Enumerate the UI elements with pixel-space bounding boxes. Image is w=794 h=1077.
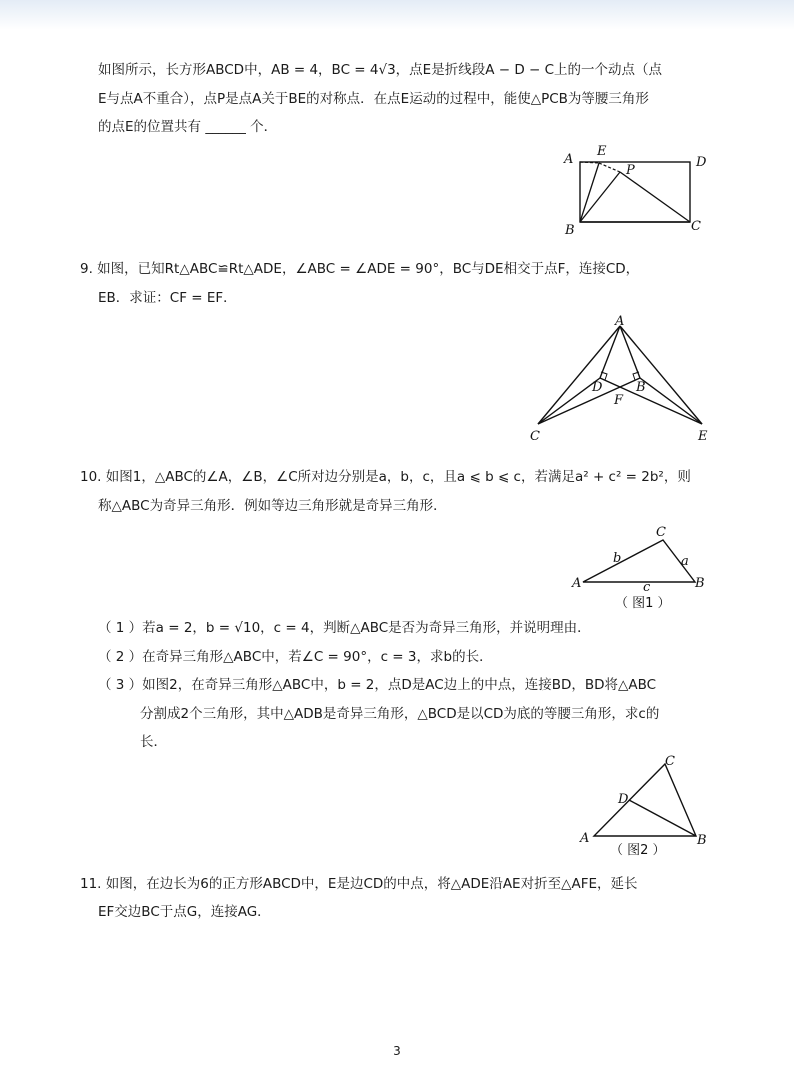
- segment-ae: [620, 326, 702, 424]
- problem-10-figure-2: [570, 748, 720, 863]
- problem-9-triangles-figure: [520, 308, 720, 448]
- segment-ep-dashed: [599, 163, 620, 172]
- problem-10-sub-3-line-2: 分割成2个三角形，其中△ADB是奇异三角形，△BCD是以CD为底的等腰三角形，求c的: [140, 706, 660, 722]
- page-number: 3: [393, 1044, 401, 1058]
- segment-ac: [538, 326, 620, 424]
- triangle-abc: [594, 764, 696, 836]
- problem-8-text-line-1: 如图所示，长方形ABCD中，AB = 4，BC = 4√3，点E是折线段A − D − C上的一个动点（点: [98, 62, 663, 78]
- problem-9-text-line-2: EB．求证：CF = EF．: [98, 290, 237, 306]
- figure-1-caption: （ 图1 ）: [615, 596, 671, 611]
- label-a: A: [580, 831, 590, 846]
- label-p: P: [626, 163, 635, 178]
- figure-2-caption: （ 图2 ）: [610, 843, 666, 858]
- label-a: A: [615, 314, 625, 329]
- label-c-vertex: C: [656, 525, 666, 540]
- label-c: C: [691, 219, 701, 234]
- page-header-band: [0, 0, 794, 30]
- problem-8-text-line-2: E与点A不重合），点P是点A关于BE的对称点．在点E运动的过程中，能使△PCB为等腰三角形: [98, 91, 649, 107]
- problem-11-text-line-2: EF交边BC于点G，连接AG．: [98, 904, 271, 920]
- segment-ab: [620, 326, 640, 378]
- problem-8-rectangle-figure: [555, 140, 725, 240]
- problem-8-text-line-3: 的点E的位置共有 ______ 个．: [98, 119, 278, 135]
- triangle-abc: [583, 540, 695, 582]
- segment-ad: [600, 326, 620, 378]
- label-c: C: [530, 429, 540, 444]
- label-b-vertex: B: [695, 576, 705, 591]
- label-b: B: [697, 833, 707, 848]
- problem-11-text-line-1: 11. 如图，在边长为6的正方形ABCD中，E是边CD的中点，将△ADE沿AE对折至△AFE，延长: [80, 876, 638, 892]
- label-d: D: [618, 792, 629, 807]
- problem-10-sub-3-line-3: 长．: [140, 734, 167, 750]
- segment-bp: [580, 172, 620, 222]
- segment-bd: [629, 800, 696, 836]
- problem-10-text-line-2: 称△ABC为奇异三角形．例如等边三角形就是奇异三角形．: [98, 498, 447, 514]
- label-a: A: [564, 152, 574, 167]
- segment-be: [580, 163, 599, 222]
- label-side-a: a: [681, 554, 689, 569]
- label-d: D: [696, 155, 707, 170]
- label-side-b: b: [613, 551, 622, 566]
- problem-10-sub-2: （ 2 ）在奇异三角形△ABC中，若∠C = 90°，c = 3，求b的长．: [98, 649, 493, 665]
- label-a-vertex: A: [572, 576, 582, 591]
- label-e: E: [698, 429, 708, 444]
- label-b: B: [565, 223, 575, 238]
- label-d: D: [592, 380, 603, 395]
- problem-10-sub-1: （ 1 ）若a = 2，b = √10，c = 4，判断△ABC是否为奇异三角形，并说明理由．: [98, 620, 591, 636]
- label-side-c: c: [643, 580, 651, 595]
- problem-10-sub-3-line-1: （ 3 ）如图2，在奇异三角形△ABC中，b = 2，点D是AC边上的中点，连接BD，BD将△ABC: [98, 677, 657, 693]
- segment-pc: [620, 172, 690, 222]
- problem-10-text-line-1: 10. 如图1，△ABC的∠A，∠B，∠C所对边分别是a，b，c，且a ⩽ b ⩽ c，若满足a² + c² = 2b²，则: [80, 469, 691, 485]
- label-e: E: [597, 144, 607, 159]
- segment-bc: [538, 378, 640, 424]
- label-f: F: [614, 393, 624, 408]
- problem-9-text-line-1: 9. 如图，已知Rt△ABC≌Rt△ADE，∠ABC = ∠ADE = 90°，BC与DE相交于点F，连接CD，: [80, 261, 640, 277]
- label-b: B: [636, 380, 646, 395]
- label-c: C: [665, 754, 675, 769]
- problem-10-figure-1: [565, 520, 725, 615]
